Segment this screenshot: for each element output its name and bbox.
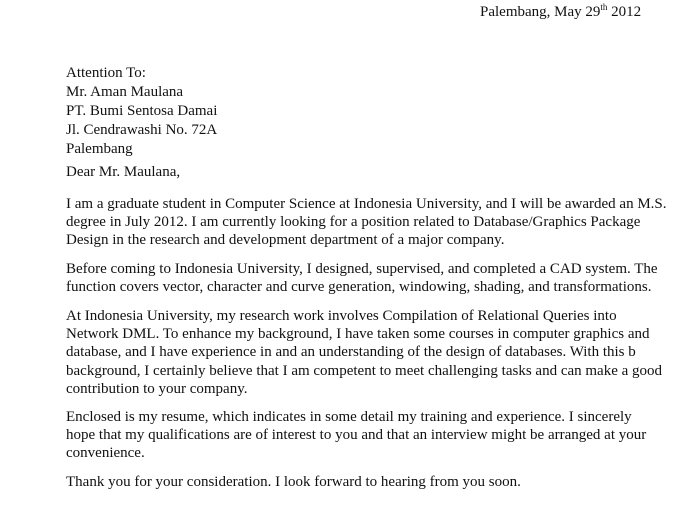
- paragraph-line: Before coming to Indonesia University, I designed, supervised, and completed a CAD system. The: [66, 261, 658, 277]
- paragraph-line: database, and I have experience in and an understanding of the design of databases. With this b: [66, 344, 636, 361]
- recipient-street: Jl. Cendrawashi No. 72A: [66, 122, 218, 138]
- recipient-name: Mr. Aman Maulana: [66, 84, 184, 100]
- paragraph-introduction: [66, 195, 666, 250]
- paragraph-enclosure: [66, 408, 666, 463]
- date-text: Palembang, May 29: [480, 4, 601, 20]
- paragraph-line: Enclosed is my resume, which indicates in some detail my training and experience. I sincerely: [66, 409, 632, 425]
- paragraph-line: Thank you for your consideration. I look forward to hearing from you soon.: [66, 474, 521, 490]
- letter-date: [480, 3, 690, 21]
- paragraph-experience: [66, 260, 666, 296]
- paragraph-line: background, I certainly believe that I am competent to meet challenging tasks and can make a good: [66, 362, 663, 379]
- paragraph-line: contribution to your company.: [66, 380, 248, 397]
- paragraph-line: I am a graduate student in Computer Science at Indonesia University, and I will be awarded an M.S.: [66, 196, 667, 212]
- paragraph-line: function covers vector, character and curve generation, windowing, shading, and transformations.: [66, 279, 652, 296]
- paragraph-line: Network DML. To enhance my background, I have taken some courses in computer graphics and: [66, 326, 650, 343]
- paragraph-line: At Indonesia University, my research work involves Compilation of Relational Queries into: [66, 308, 617, 324]
- recipient-city: Palembang: [66, 141, 133, 157]
- date-ordinal-suffix: th: [600, 2, 608, 12]
- paragraph-line: Design in the research and development department of a major company.: [66, 232, 505, 249]
- date-year: 2012: [607, 4, 642, 20]
- paragraph-line: degree in July 2012. I am currently looking for a position related to Database/Graphics Package: [66, 214, 641, 231]
- paragraph-line: convenience.: [66, 445, 145, 462]
- paragraph-line: hope that my qualifications are of interest to you and that an interview might be arranged at your: [66, 427, 647, 444]
- recipient-address-block: [66, 64, 217, 159]
- recipient-company: PT. Bumi Sentosa Damai: [66, 103, 218, 119]
- salutation: Dear Mr. Maulana,: [66, 164, 181, 180]
- paragraph-closing: [66, 473, 666, 491]
- paragraph-research: [66, 307, 666, 398]
- attention-heading: Attention To:: [66, 65, 146, 81]
